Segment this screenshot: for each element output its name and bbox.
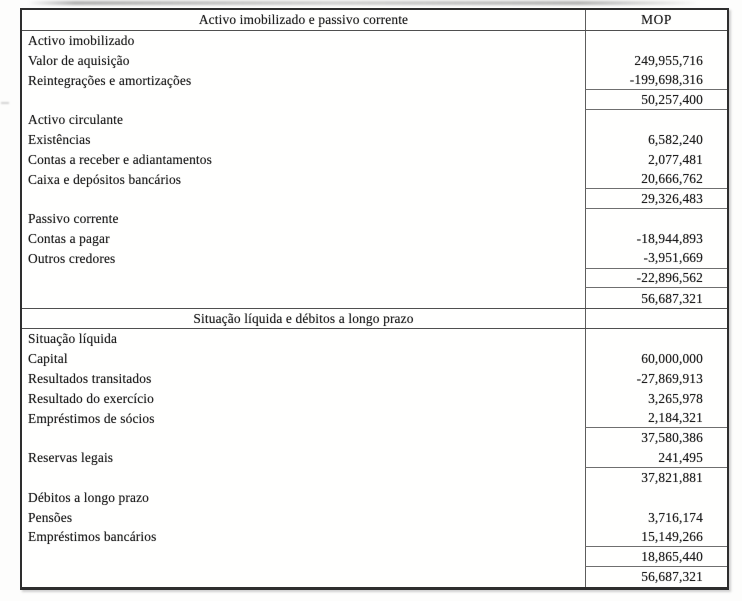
table-row bbox=[22, 150, 727, 170]
currency-header bbox=[585, 309, 727, 328]
row-label: Contas a pagar bbox=[28, 231, 110, 247]
row-label: Activo imobilizado bbox=[28, 33, 135, 49]
row-label: Capital bbox=[28, 351, 68, 367]
row-label: Pensões bbox=[28, 509, 73, 525]
row-label: Resultado do exercício bbox=[28, 390, 155, 406]
table-row bbox=[22, 51, 727, 71]
row-value bbox=[585, 329, 727, 349]
table-row bbox=[22, 428, 727, 448]
section-title: Activo imobilizado e passivo corrente bbox=[198, 12, 409, 28]
table-row bbox=[22, 488, 727, 508]
row-value: -27,869,913 bbox=[585, 369, 727, 389]
row-label bbox=[22, 90, 585, 110]
row-label bbox=[22, 468, 585, 488]
row-label: Reintegrações e amortizações bbox=[28, 72, 192, 88]
row-value: 37,821,881 bbox=[585, 468, 727, 488]
table-row bbox=[22, 389, 727, 409]
row-value: 241,495 bbox=[585, 448, 727, 468]
table-row bbox=[22, 567, 727, 587]
section-title: Situação líquida e débitos a longo prazo bbox=[193, 310, 414, 326]
row-label bbox=[22, 288, 585, 308]
row-label: Reservas legais bbox=[28, 450, 114, 466]
row-label: Situação líquida bbox=[28, 331, 118, 347]
table-row bbox=[22, 31, 727, 51]
row-label: Activo circulante bbox=[28, 112, 124, 128]
table-row bbox=[22, 110, 727, 130]
row-value: 37,580,386 bbox=[585, 428, 727, 448]
row-label: Empréstimos bancários bbox=[28, 529, 157, 545]
row-value: 6,582,240 bbox=[585, 130, 727, 150]
row-value: 249,955,716 bbox=[585, 51, 727, 71]
table-row bbox=[22, 507, 727, 527]
row-value: 29,326,483 bbox=[585, 189, 727, 209]
row-value: 2,077,481 bbox=[585, 150, 727, 170]
table-row bbox=[22, 90, 727, 110]
row-label bbox=[22, 567, 585, 587]
table-row bbox=[22, 269, 727, 289]
table-row bbox=[22, 527, 727, 547]
table-row bbox=[22, 288, 727, 308]
table-row bbox=[22, 468, 727, 488]
scan-artifact-left bbox=[1, 102, 9, 104]
row-value: 20,666,762 bbox=[585, 170, 727, 190]
row-label: Existências bbox=[28, 132, 91, 148]
table-row bbox=[22, 349, 727, 369]
row-value bbox=[585, 31, 727, 51]
row-value: -199,698,316 bbox=[585, 71, 727, 91]
row-value: 50,257,400 bbox=[585, 90, 727, 110]
table-row bbox=[22, 329, 727, 349]
currency-header: MOP bbox=[585, 10, 727, 30]
table-row bbox=[22, 448, 727, 468]
row-label: Caixa e depósitos bancários bbox=[28, 171, 182, 187]
row-value: 56,687,321 bbox=[585, 567, 727, 587]
table-row bbox=[22, 189, 727, 209]
section-header-row bbox=[22, 308, 727, 329]
table-row bbox=[22, 229, 727, 249]
row-label: Passivo corrente bbox=[28, 211, 119, 227]
row-label bbox=[22, 269, 585, 289]
row-value: -22,896,562 bbox=[585, 269, 727, 289]
row-value: 60,000,000 bbox=[585, 349, 727, 369]
row-value: -3,951,669 bbox=[585, 249, 727, 269]
row-label: Empréstimos de sócios bbox=[28, 410, 155, 426]
table-row bbox=[22, 249, 727, 269]
row-value: 15,149,266 bbox=[585, 527, 727, 547]
row-label: Outros credores bbox=[28, 250, 116, 266]
row-value: -18,944,893 bbox=[585, 229, 727, 249]
row-label: Resultados transitados bbox=[28, 370, 152, 386]
table-row bbox=[22, 170, 727, 190]
balance-sheet-table bbox=[20, 8, 729, 590]
table-row bbox=[22, 209, 727, 229]
table-row bbox=[22, 547, 727, 567]
row-label bbox=[22, 547, 585, 567]
table-row bbox=[22, 71, 727, 91]
row-value: 2,184,321 bbox=[585, 408, 727, 428]
row-value: 3,265,978 bbox=[585, 389, 727, 409]
section-header-row bbox=[22, 10, 727, 31]
row-label: Contas a receber e adiantamentos bbox=[28, 151, 213, 167]
table-row bbox=[22, 369, 727, 389]
row-label: Valor de aquisição bbox=[28, 52, 130, 68]
row-value bbox=[585, 488, 727, 508]
scan-artifact-top bbox=[28, 1, 700, 5]
row-value bbox=[585, 110, 727, 130]
table-section-1 bbox=[22, 10, 727, 308]
row-value bbox=[585, 209, 727, 229]
row-value: 3,716,174 bbox=[585, 507, 727, 527]
row-label bbox=[22, 428, 585, 448]
table-row bbox=[22, 408, 727, 428]
row-value: 18,865,440 bbox=[585, 547, 727, 567]
row-label bbox=[22, 189, 585, 209]
table-section-2 bbox=[22, 308, 727, 586]
table-row bbox=[22, 130, 727, 150]
row-label: Débitos a longo prazo bbox=[28, 489, 150, 505]
row-value: 56,687,321 bbox=[585, 288, 727, 308]
